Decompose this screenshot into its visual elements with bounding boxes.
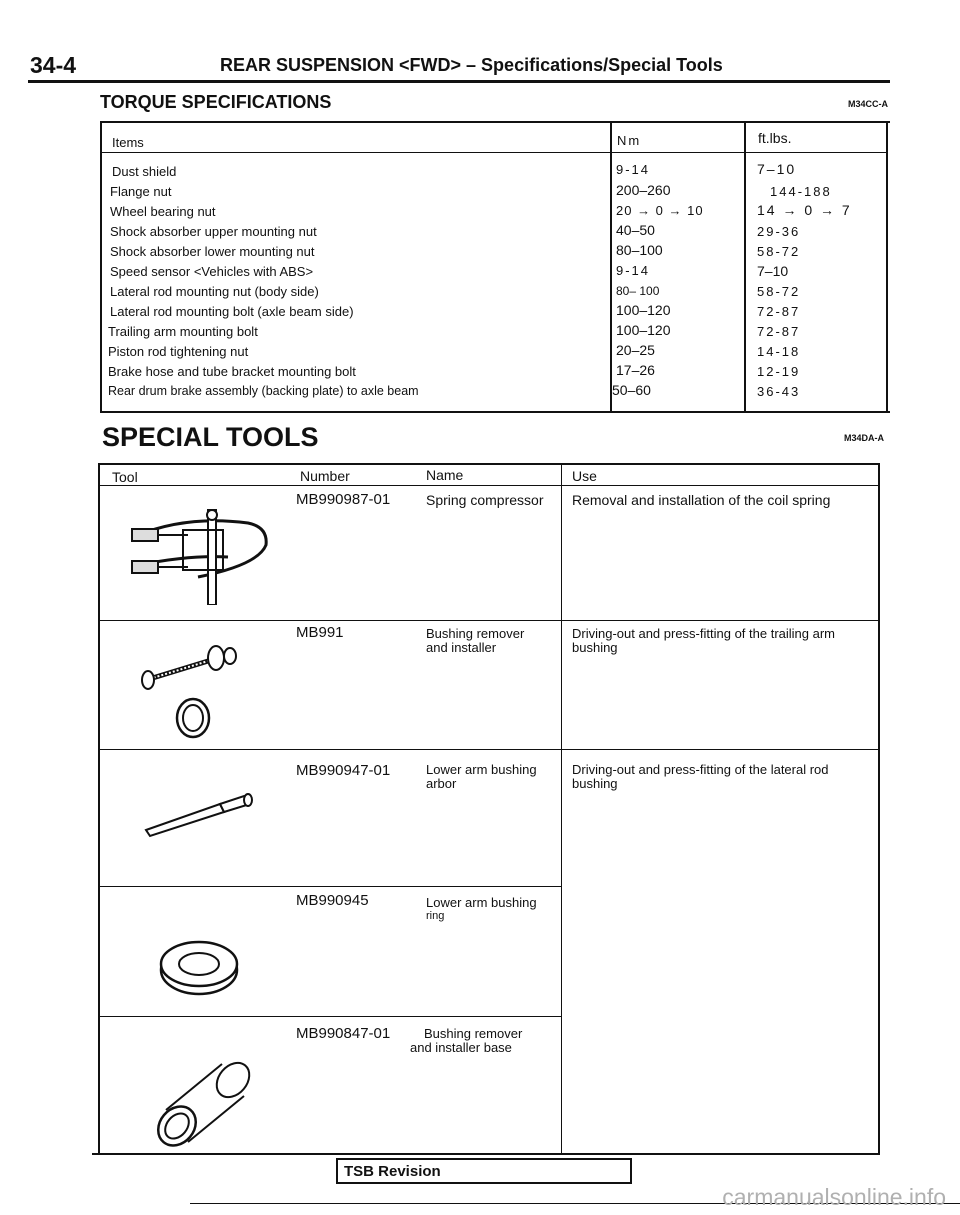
tools-table-top-border [98,463,880,465]
col-header-items: Items [112,135,144,150]
page-title: REAR SUSPENSION <FWD> – Specifications/Special Tools [220,55,723,75]
torque-ftlbs: 12-19 [757,364,801,379]
torque-table-col-divider-1 [610,121,612,413]
torque-item: Trailing arm mounting bolt [108,324,258,339]
torque-item: Rear drum brake assembly (backing plate) to axle beam [108,384,419,398]
torque-ftlbs: 72-87 [757,324,801,339]
tool-number: MB991 [296,624,344,641]
torque-ftlbs: 7–10 [757,161,797,177]
spring-compressor-illustration [128,505,278,605]
header-rule [28,80,890,83]
torque-nm: 40–50 [616,222,655,238]
torque-nm: 80– 100 [616,284,660,298]
tools-table-header-rule [98,485,880,486]
torque-item: Wheel bearing nut [110,204,216,219]
col-header-tool: Tool [112,469,138,485]
torque-ftlbs: 58-72 [757,244,801,259]
torque-section-code: M34CC-A [848,99,889,109]
torque-nm: 200–260 [616,182,671,198]
torque-item: Piston rod tightening nut [108,344,249,359]
special-tools-title: SPECIAL TOOLS [102,422,319,452]
tool-number: MB990947-01 [296,762,391,779]
torque-nm: 20 → 0 → 10 [616,203,704,218]
tool-name: Bushing remover [424,1026,523,1041]
torque-ftlbs: 14-18 [757,344,801,359]
torque-item: Shock absorber lower mounting nut [110,244,315,259]
tsb-revision-label: TSB Revision [344,1163,441,1180]
col-header-use: Use [572,468,597,484]
torque-item: Lateral rod mounting bolt (axle beam side) [110,304,354,319]
tool-number: MB990945 [296,892,369,909]
torque-ftlbs: 58-72 [757,284,801,299]
torque-table-right-border [886,121,888,413]
torque-ftlbs: 29-36 [757,224,801,239]
tool-name: ring [426,910,445,922]
tools-table-use-divider [561,463,562,1155]
torque-table-bottom-border [100,411,890,413]
torque-section-title: TORQUE SPECIFICATIONS [100,92,332,112]
tool-name: Lower arm bushing [426,895,537,910]
torque-nm: 17–26 [616,362,655,378]
col-header-ftlbs: ft.lbs. [758,130,792,146]
tools-table-right-border [878,463,880,1155]
col-header-name: Name [426,467,464,483]
tool-use: Removal and installation of the coil spring [572,492,831,508]
tools-table-left-border [98,463,100,1155]
torque-nm: 9-14 [616,162,651,177]
torque-ftlbs: 144-188 [770,184,832,199]
torque-ftlbs: 14 → 0 → 7 [757,202,852,218]
tool-name: arbor [426,776,457,791]
torque-table-left-border [100,121,102,413]
tools-table-bottom-border [92,1153,880,1155]
torque-table-header-rule [100,152,888,153]
tool-use: bushing [572,776,618,791]
tool-row-separator [98,886,562,887]
tool-row-separator [98,749,880,750]
tool-use: Driving-out and press-fitting of the trailing arm [572,626,836,641]
torque-nm: 100–120 [616,302,671,318]
tool-name: Spring compressor [426,492,544,508]
special-tools-code: M34DA-A [844,433,885,443]
tool-number: MB990987-01 [296,491,391,508]
bushing-remover-illustration [138,640,248,740]
torque-item: Brake hose and tube bracket mounting bolt [108,364,356,379]
lower-arm-bushing-arbor-illustration [140,790,260,840]
torque-item: Flange nut [110,184,172,199]
lower-arm-bushing-ring-illustration [158,936,240,998]
torque-table-col-divider-2 [744,121,746,413]
torque-nm: 50–60 [612,382,651,398]
page-number: 34-4 [30,52,77,78]
watermark-text: carmanualsonline.info [722,1184,946,1210]
tool-name: and installer base [410,1040,512,1055]
tool-use: bushing [572,640,618,655]
torque-nm: 80–100 [616,242,663,258]
tool-row-separator [98,620,880,621]
col-header-nm: Nm [617,133,642,148]
torque-item: Shock absorber upper mounting nut [110,224,317,239]
torque-ftlbs: 72-87 [757,304,801,319]
torque-item: Lateral rod mounting nut (body side) [110,284,319,299]
torque-nm: 100–120 [616,322,671,338]
torque-item: Dust shield [112,164,177,179]
col-header-number: Number [300,468,350,484]
tool-name: Bushing remover [426,626,525,641]
tool-row-separator [98,1016,562,1017]
bushing-remover-installer-base-illustration [148,1056,258,1148]
tool-number: MB990847-01 [296,1025,391,1042]
tool-name: and installer [426,640,497,655]
torque-ftlbs: 7–10 [757,263,789,279]
torque-nm: 20–25 [616,342,655,358]
tool-use: Driving-out and press-fitting of the lateral rod [572,762,829,777]
torque-table-top-border [100,121,890,123]
torque-item: Speed sensor <Vehicles with ABS> [110,264,314,279]
tool-name: Lower arm bushing [426,762,537,777]
torque-ftlbs: 36-43 [757,384,801,399]
torque-nm: 9-14 [616,263,651,278]
